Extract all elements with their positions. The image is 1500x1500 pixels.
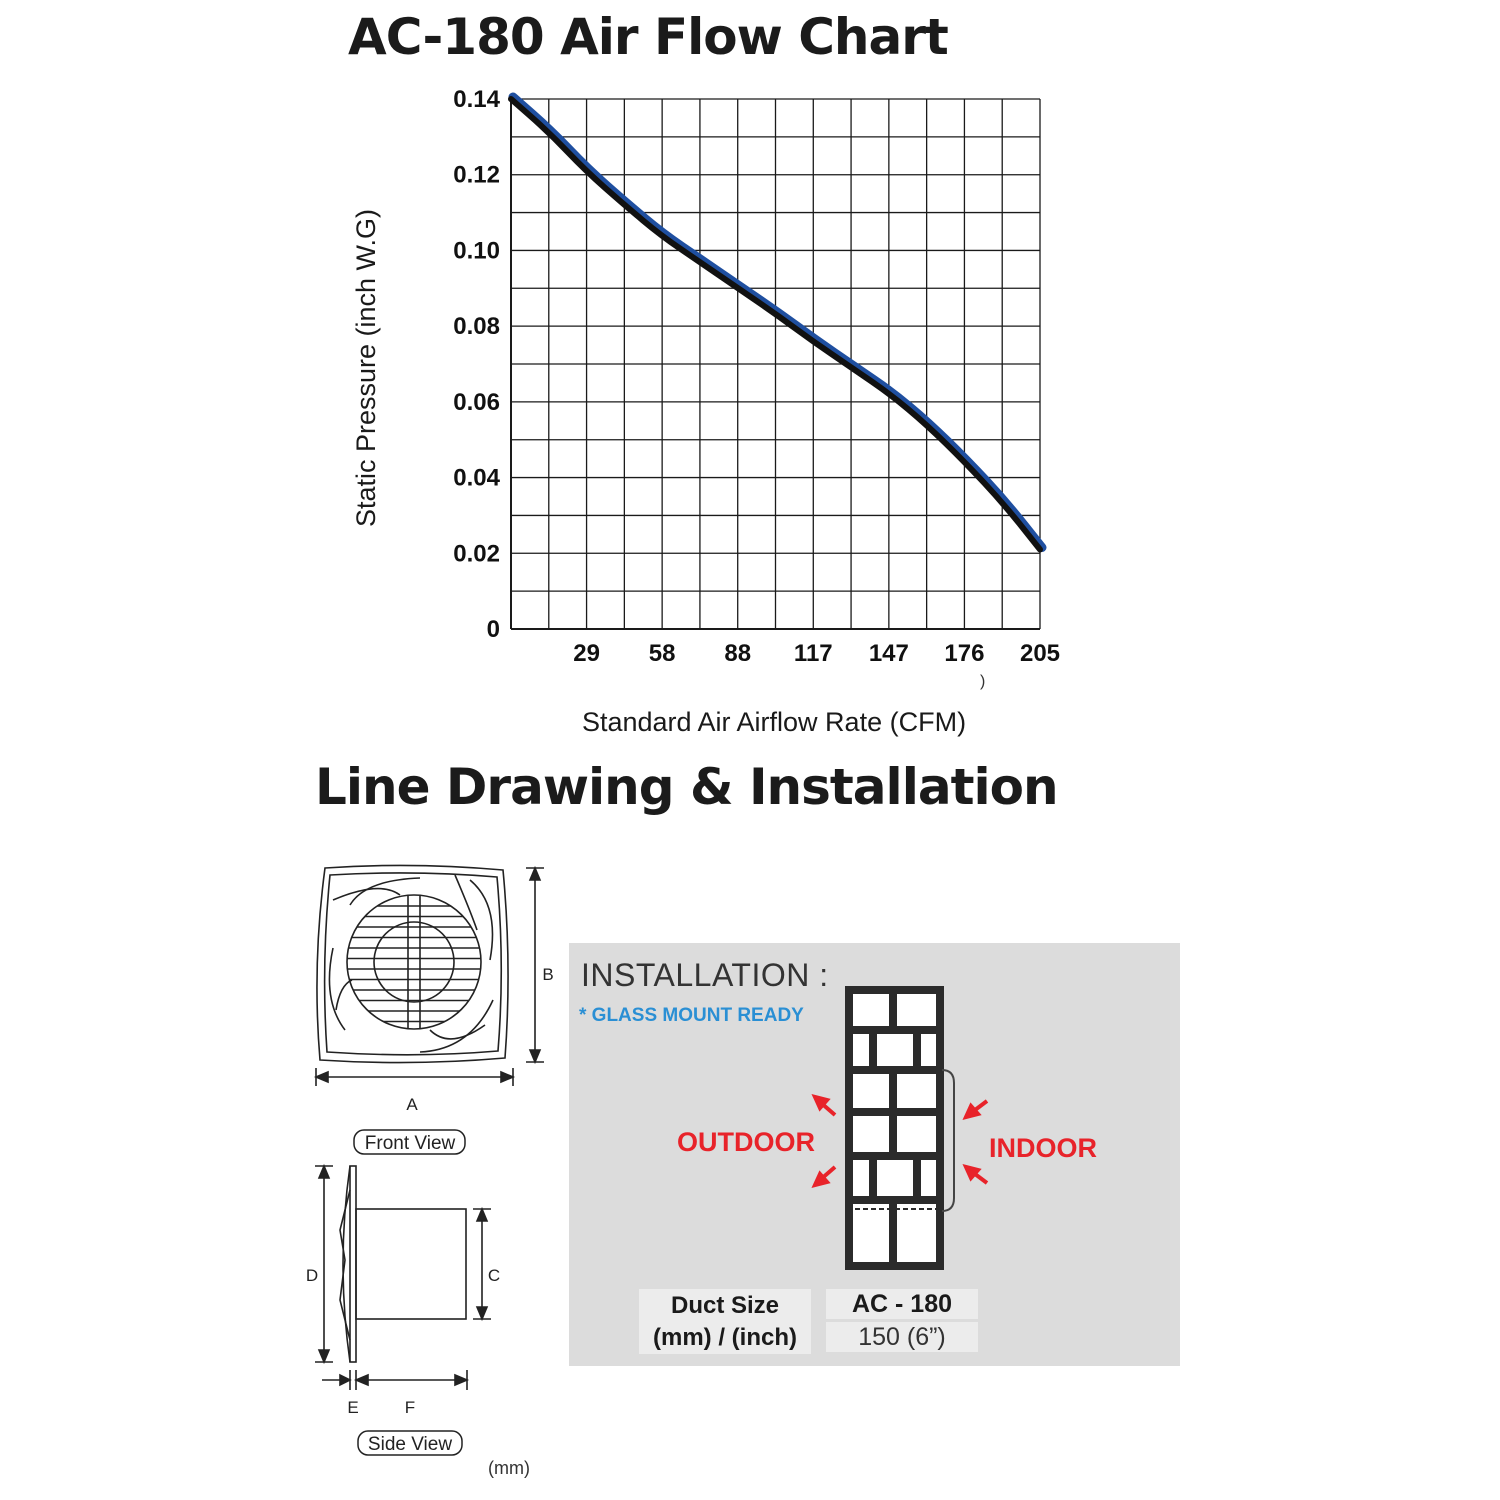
duct-size-header-line2: (mm) / (inch): [653, 1323, 797, 1351]
x-tick-label: 117: [793, 640, 833, 667]
x-tick-label: 58: [648, 640, 676, 667]
dim-c-label: C: [487, 1266, 501, 1285]
chart-title: AC-180 Air Flow Chart: [348, 8, 948, 66]
y-tick-label: 0.14: [453, 86, 500, 113]
y-axis-label: Static Pressure (inch W.G): [351, 208, 381, 528]
dim-b-label: B: [542, 965, 554, 984]
section-title: Line Drawing & Installation: [315, 758, 1058, 816]
front-view-drawing: [317, 865, 508, 1062]
x-tick-label: 88: [724, 640, 752, 667]
y-tick-label: 0.10: [453, 237, 500, 265]
y-tick-label: 0.12: [453, 161, 500, 189]
installation-panel: [569, 943, 1180, 1366]
glass-mount-note: * GLASS MOUNT READY: [579, 1005, 804, 1026]
x-tick-label: 205: [1019, 640, 1061, 667]
outdoor-label: OUTDOOR: [677, 1127, 815, 1157]
y-axis-ticks: [453, 86, 500, 643]
front-view-label: Front View: [364, 1133, 456, 1154]
dim-a-label: A: [406, 1095, 418, 1114]
installation-title: INSTALLATION :: [581, 957, 829, 993]
dim-f-label: F: [404, 1398, 416, 1417]
chart-series: [511, 97, 1042, 550]
series-line-highlight: [513, 97, 1042, 548]
duct-value-cell: 150 (6”): [826, 1322, 978, 1352]
dim-d-label: D: [305, 1266, 319, 1285]
side-view-label: Side View: [367, 1434, 453, 1455]
y-tick-label: 0.08: [453, 313, 500, 341]
stray-mark: ): [980, 673, 986, 690]
side-view-dimensions: [315, 1166, 491, 1390]
duct-size-header: [639, 1289, 811, 1354]
y-tick-label: 0.04: [453, 464, 500, 492]
units-label: (mm): [488, 1458, 530, 1478]
y-tick-label: 0.06: [453, 388, 500, 416]
dim-e-label: E: [347, 1398, 359, 1417]
x-tick-label: 176: [944, 640, 985, 667]
duct-model-cell: AC - 180: [826, 1289, 978, 1319]
brick-wall: [847, 988, 942, 1268]
x-axis-label: Standard Air Airflow Rate (CFM): [581, 707, 967, 737]
side-view-drawing: [340, 1166, 466, 1362]
x-tick-label: 147: [868, 640, 909, 667]
indoor-label: INDOOR: [989, 1133, 1097, 1163]
y-tick-label: 0: [486, 616, 500, 643]
x-axis-ticks: [573, 640, 1060, 667]
x-tick-label: 29: [573, 640, 600, 667]
duct-size-header-line1: Duct Size: [670, 1291, 780, 1319]
y-tick-label: 0.02: [453, 540, 500, 568]
